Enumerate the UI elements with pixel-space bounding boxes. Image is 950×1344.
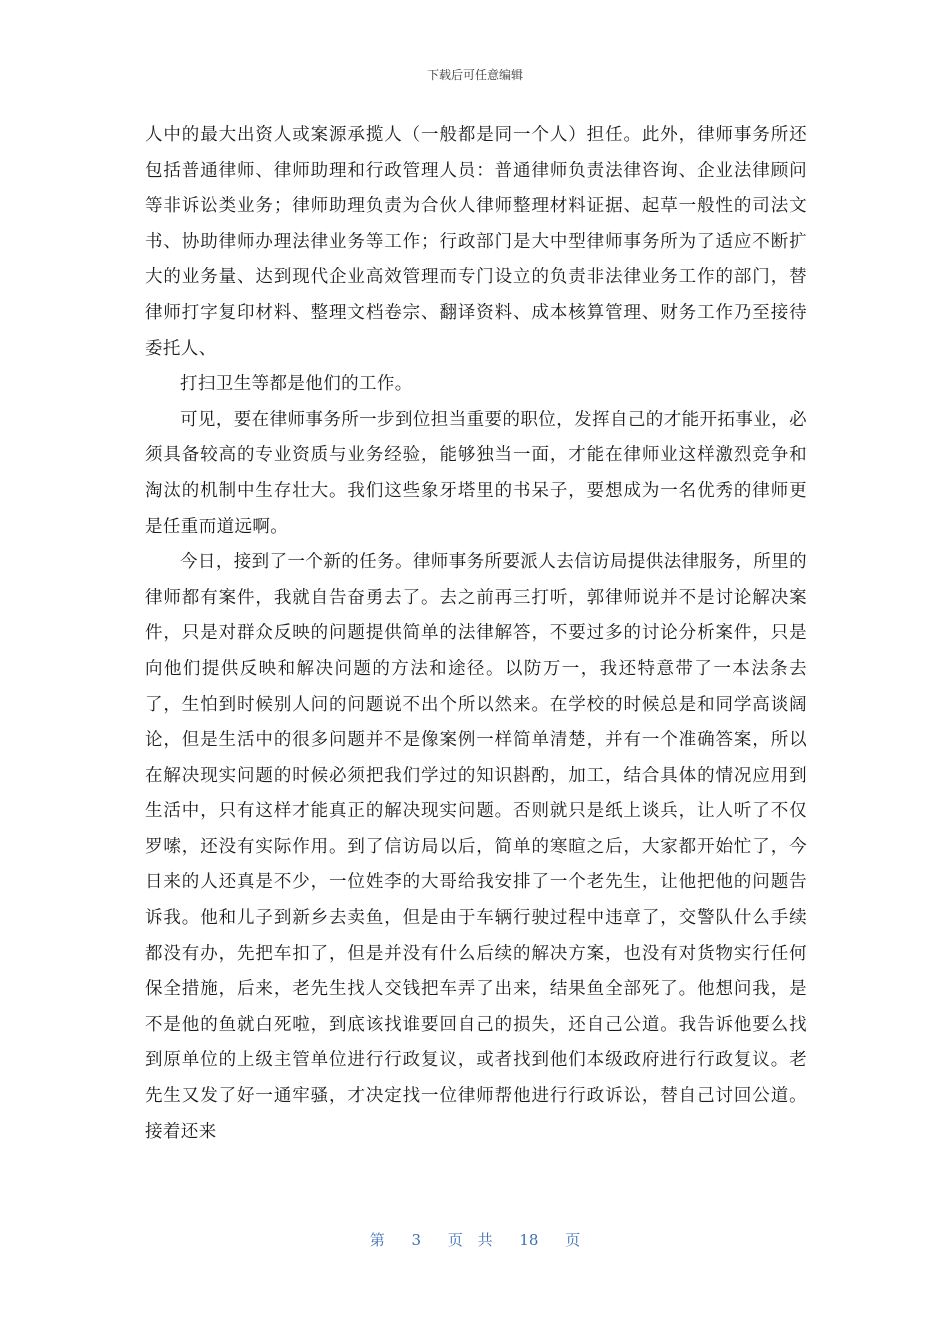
page-footer bbox=[0, 1229, 950, 1250]
footer-label-page: 第 bbox=[369, 1231, 385, 1249]
paragraph-2: 打扫卫生等都是他们的工作。 bbox=[180, 374, 413, 395]
footer-current-page: 3 bbox=[411, 1231, 422, 1249]
footer-label-end: 页 bbox=[565, 1231, 581, 1249]
footer-total-pages: 18 bbox=[519, 1231, 539, 1249]
document-body bbox=[145, 118, 807, 1150]
page-header bbox=[0, 66, 950, 83]
paragraph-4: 今日，接到了一个新的任务。律师事务所要派人去信访局提供法律服务，所里的律师都有案件，我就自告奋勇去了。去之前再三打听，郭律师说并不是讨论解决案件，只是对群众反映的问题提供简单的法律解答，不要过多的讨论分析案件，只是向他们提供反映和解决问题的方法和途径。以防万一，我还特意带了一本法条去了，生怕到时候别人问的问题说不出个所以然来。在学校的时候总是和同学高谈阔论，但是生活中的很多问题并不是像案例一样简单清楚，并有一个准确答案，所以在解决现实问题的时候必须把我们学过的知识斟酌，加工，结合具体的情况应用到生活中，只有这样才能真正的解决现实问题。否则就只是纸上谈兵，让人听了不仅罗嗦，还没有实际作用。到了信访局以后，简单的寒暄之后，大家都开始忙了，今日来的人还真是不少，一位姓李的大哥给我安排了一个老先生，让他把他的问题告诉我。他和儿子到新乡去卖鱼，但是由于车辆行驶过程中违章了，交警队什么手续都没有办，先把车扣了，但是并没有什么后续的解决方案，也没有对货物实行任何保全措施，后来，老先生找人交钱把车弄了出来，结果鱼全部死了。他想问我，是不是他的鱼就白死啦，到底该找谁要回自己的损失，还自己公道。我告诉他要么找到原单位的上级主管单位进行行政复议，或者找到他们本级政府进行行政复议。老先生又发了好一通牢骚，才决定找一位律师帮他进行行政诉讼，替自己讨回公道。接着还来 bbox=[145, 552, 807, 1142]
paragraph-3: 可见，要在律师事务所一步到位担当重要的职位，发挥自己的才能开拓事业，必须具备较高的专业资质与业务经验，能够独当一面，才能在律师业这样激烈竞争和淘汰的机制中生存壮大。我们这些象牙塔里的书呆子，要想成为一名优秀的律师更是任重而道远啊。 bbox=[145, 409, 807, 537]
header-text: 下载后可任意编辑 bbox=[426, 68, 523, 82]
footer-label-of: 页 共 bbox=[447, 1231, 493, 1249]
paragraph-1: 人中的最大出资人或案源承揽人（一般都是同一个人）担任。此外，律师事务所还包括普通律师、律师助理和行政管理人员：普通律师负责法律咨询、企业法律顾问等非诉讼类业务；律师助理负责为合伙人律师整理材料证据、起草一般性的司法文书、协助律师办理法律业务等工作；行政部门是大中型律师事务所为了适应不断扩大的业务量、达到现代企业高效管理而专门设立的负责非法律业务工作的部门，替律师打字复印材料、整理文档卷宗、翻译资料、成本核算管理、财务工作乃至接待委托人、 bbox=[145, 125, 807, 359]
